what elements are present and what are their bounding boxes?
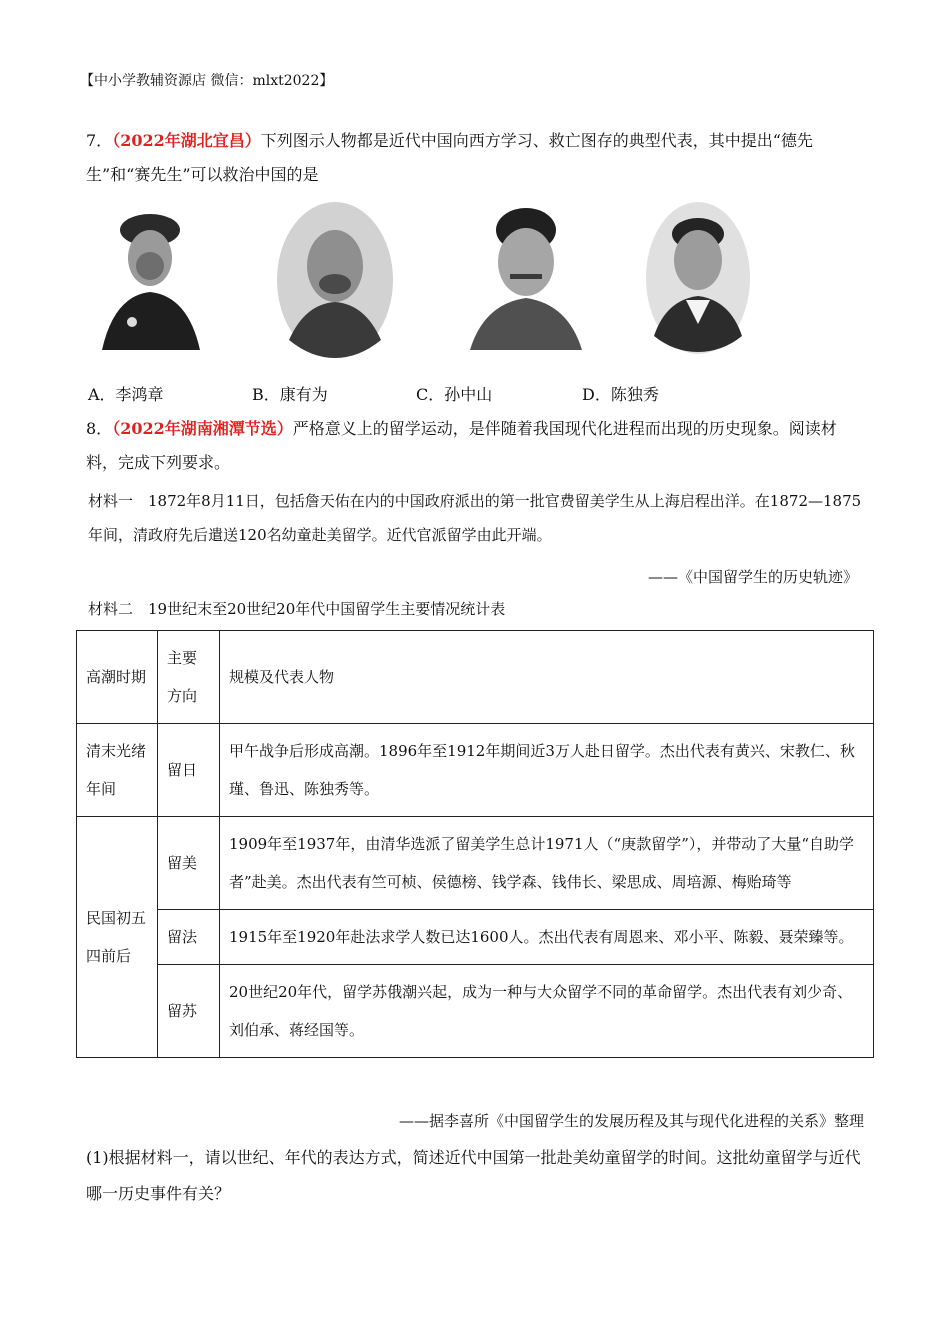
material-one-source: ——《中国留学生的历史轨迹》 [647,568,858,586]
question-7-stem [86,124,866,192]
header-direction: 主要方向 [158,631,220,724]
portrait-li-hongzhang [84,200,214,360]
detail-cell: 1909年至1937年，由清华选派了留美学生总计1971人（“庚款留学”），并带动了大量“自助学者”赴美。杰出代表有竺可桢、侯德榜、钱学森、钱伟长、梁思成、周培源、梅贻琦等 [220,817,874,910]
table-source: ——据李喜所《中国留学生的发展历程及其与现代化进程的关系》整理 [398,1112,864,1130]
portrait-sun-zhongshan [460,200,590,360]
table-row [77,724,874,817]
header-period: 高潮时期 [77,631,158,724]
portrait-kang-youwei [275,200,395,360]
table-header-row [77,631,874,724]
option-d[interactable]: D．陈独秀 [582,385,659,404]
option-b[interactable]: B．康有为 [252,385,328,404]
portrait-chen-duxiu [640,200,760,360]
question-8-stem [86,412,866,480]
question-source: （2022年湖北宜昌） [112,131,261,150]
portrait-row [80,200,800,360]
page-header: 【中小学教辅资源店 微信：mlxt2022】 [80,73,334,89]
period-cell: 清末光绪年间 [77,724,158,817]
direction-cell: 留美 [158,817,220,910]
direction-cell: 留苏 [158,965,220,1058]
option-c[interactable]: C．孙中山 [416,385,493,404]
statistics-table [76,630,874,1058]
material-two-title: 材料二 19世纪末至20世纪20年代中国留学生主要情况统计表 [88,600,506,618]
detail-cell: 甲午战争后形成高潮。1896年至1912年期间近3万人赴日留学。杰出代表有黄兴、宋教仁、秋瑾、鲁迅、陈独秀等。 [220,724,874,817]
direction-cell: 留法 [158,910,220,965]
sub-question-1: (1)根据材料一，请以世纪、年代的表达方式，简述近代中国第一批赴美幼童留学的时间。这批幼童留学与近代哪一历史事件有关？ [86,1148,861,1203]
direction-cell: 留日 [158,724,220,817]
table-row [77,817,874,910]
header-detail: 规模及代表人物 [220,631,874,724]
question-number: 8． [86,419,113,438]
option-a[interactable]: A．李鸿章 [88,385,164,404]
table-row [77,910,874,965]
question-source: （2022年湖南湘潭节选） [112,419,293,438]
question-text: 下列图示人物都是近代中国向西方学习、救亡图存的典型代表，其中提出“德先生”和“赛先生”可以救治中国的是 [86,131,813,184]
question-text: 严格意义上的留学运动，是伴随着我国现代化进程而出现的历史现象。阅读材料，完成下列要求。 [86,419,837,472]
material-one: 材料一 1872年8月11日，包括詹天佑在内的中国政府派出的第一批官费留美学生从上海启程出洋。在1872—1875年间，清政府先后遣送120名幼童赴美留学。近代官派留学由此开端。 [88,492,862,544]
detail-cell: 20世纪20年代，留学苏俄潮兴起，成为一种与大众留学不同的革命留学。杰出代表有刘少奇、刘伯承、蒋经国等。 [220,965,874,1058]
table-row [77,965,874,1058]
period-cell: 民国初五四前后 [77,817,158,1058]
question-number: 7． [86,131,113,150]
detail-cell: 1915年至1920年赴法求学人数已达1600人。杰出代表有周恩来、邓小平、陈毅、聂荣臻等。 [220,910,874,965]
